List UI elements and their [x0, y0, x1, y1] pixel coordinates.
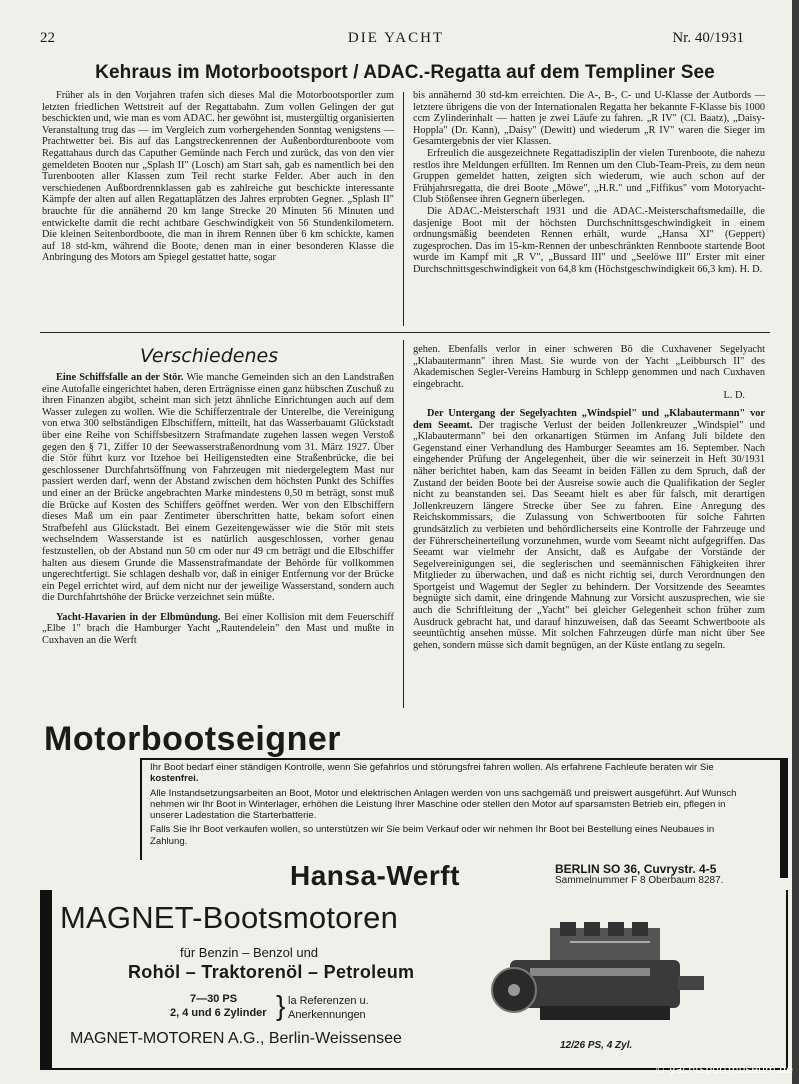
column-divider	[403, 92, 404, 326]
engine-manifold	[530, 968, 650, 976]
ad-headline: Motorbootseigner	[44, 720, 341, 758]
magazine-title: DIE YACHT	[347, 30, 445, 46]
news-item-text: Wie manche Gemeinden sich an den Landstraßen eine Autofalle eingerichtet haben, deren Erträgnisse einen ganz hübschen Zuschuß zu ihren Finanzen abgibt, scheint man sich jetzt ähnliche Einrichtungen auch auf dem Wasser zulegen zu wollen. Wie die Schifferzentrale der Unterelbe, die Vereinigung von etwa 300 selbständigen Elbschiffern, mitteilt, hat das Wasserbauamt Glückstadt über eine Reihe von Schiffsbesitzern Strafmandate zugehen lassen wegen Verstoß gegen den § 71, Ziffer 10 der Seewasserstraßenordnung vom 31. März 1927. Über die Stör führt kurz vor Itzehoe bei Heiligenstedten eine Straßenbrücke, die bei geschlossener Durchfahrtsöffnung von Fahrzeugen mit niedergelegtem Mast nur passiert werden darf, wenn der Abstand zwischen dem höchsten Punkt des Schiffes und einer an der Brücke angebrachten Marke mindestens 0,50 m beträgt, sonst muß die Brücke auf Kosten des Schiffers geöffnet werden. Wer von den Elbschiffern dieses Maß um ein paar Zentimeter überschritten hatte, bekam sofort einen Strafbefehl aus Glückstadt. Bei einem Gezeitengewässer wie die Stör mit stets wechselndem Wasserstande ist es natürlich ausgeschlossen, vorher genau festzustellen, ob der Abstand nun 50 cm oder nur 49 cm beträgt und die Elbschiffer halten aus diesem Grunde die Massenstrafmandate der Behörde für vollkommen ungerechtfertigt. Sie schlagen deshalb vor, daß in einiger Entfernung vor der Brücke ein Pegel errichtet wird, auf dem nicht nur der jeweilige Wasserstand, sondern auch die Durchfahrtshöhe der Brücke verzeichnet sein müßte.	[42, 372, 394, 604]
news-item-lead: Der Untergang der Segelyachten „Windspiel" und „Klabautermann" vor dem Seeamt.	[413, 407, 765, 431]
ad-frame-left	[40, 890, 52, 1070]
ad-fuel-line: für Benzin – Benzol und	[180, 945, 319, 960]
ad-paragraph	[150, 762, 752, 785]
ad-address-line: BERLIN SO 36, Cuvrystr. 4-5	[555, 862, 717, 876]
engine-illustration	[480, 918, 710, 1036]
ad-fuel-types: Rohöl – Traktorenöl – Petroleum	[128, 962, 415, 982]
article1-paragraph: Die ADAC.-Meisterschaft 1931 und die ADAC.-Meisterschaftsmedaille, die dasjenige Boot mit der höchsten Durchschnittsgeschwindigkeit in einem ordnungsmäßig beendeten Rennen erhält, wurde „Hansa XI" (Geppert) zugesprochen. Das im 15-km-Rennen der unbeschränkten Rennboote startende Boot wurde im Kampf mit „R V", „Bussard III" und „Seelöwe III" Erster mit einer Durchschnittsgeschwindigkeit von 64,8 km (Höchstgeschwindigkeit 66,3 km). H. D.	[413, 205, 765, 275]
news-item-text: Der tragische Verlust der beiden Jollenkreuzer „Windspiel" und „Klabautermann" bei den orkanartigen Stürmen im Anfang Juli bildete den Gegenstand einer Verhandlung des Hamburger Seeamtes am 16. September. Nach eingehender Prüfung der Angelegenheit, über die wir seinerzeit in Heft 30/1931 näher berichtet haben, kam das Seeamt in beiden Fällen zu dem Spruch, daß der Zustand der beiden Boote bei der Ausreise sowie auch die Qualifikation der Segler nicht zu beanstanden sei. Das Seeamt hielt es aber für falsch, mit derartigen Jollenkreuzern längere Strecke über See zu fahren. Eine Anregung des Reichskommissars, die Zulassung von Schwertbooten für solche Fahrten grundsätzlich zu verbieten und behördlicherseits eine Kontrolle der Fahrzeuge und der Führerscheinerteilung vorzunehmen, wurde vom Seeamt nicht aufgegriffen. Das Seeamt war vielmehr der Ansicht, daß es Aufgabe der Vorstände der Segelvereinigungen sei, die seglerischen und seemännischen Fähigkeiten ihrer Mitglieder zu überwachen, und daß es nicht richtig sei, durch Verordnungen den Sportgeist und Wagemut der Segler zu behindern. Der Vorsitzende des Seeamtes begnügte sich damit, eine dringende Mahnung zur Vorsicht auszusprechen, wie sie auch die Schriftleitung der „Yacht" bei gleicher Gelegenheit schon früher zum Ausdruck gebracht hat, und darauf hinzuweisen, daß das Seeamt Schwertboote als seeuntüchtig ansehen müsse. Mit solchen Fahrzeugen dürfe man nicht über See gehen, sondern müsse sich damit begnügen, an der Küste entlang zu segeln.	[413, 419, 765, 651]
ad-address-line: Sammelnummer F 8 Oberbaum 8287.	[555, 875, 724, 886]
ad-cylinders: 2, 4 und 6 Zylinder	[170, 1007, 267, 1019]
article2-left-column	[42, 372, 394, 647]
article2-right-column	[413, 344, 765, 651]
hansa-werft-advertisement	[40, 718, 788, 890]
article1-right-column	[413, 90, 765, 276]
article1-paragraph: Erfreulich die ausgezeichnete Regattadisziplin der vielen Turenboote, die nahezu restlos ihre Meldungen erfüllten. Im Rennen um den Club-Team-Preis, zu dem neun Gruppen gemeldet hatten, zeigten sich wiederum, wie auch schon auf der Frühjahrsregatta, die drei Boote „Möwe", „H.R." und „Fiffikus" vom Motoryacht-Club Stößensee ihren Gegnern überlegen.	[413, 147, 765, 206]
ad-frame-right	[780, 758, 788, 878]
news-item-text: Bei einer Kollision mit dem Feuerschiff „Elbe 1" brach die Hamburger Yacht „Rautendelein" den Mast und mußte in Cuxhaven an die Werft	[42, 611, 394, 647]
article1-paragraph: bis annähernd 30 std-km erreichten. Die A-, B-, C- und U-Klasse der Autbords — letztere übrigens die von der Internationalen Regatta her bekannte F-Klasse bis 1000 ccm Zylinderinhalt — hatten je zwei Läufe zu fahren. „R IV" (Cl. Baatz), „Daisy-Hoppla" (Dr. Kann), „Daisy" (Dewitt) und wiederum „R IV" waren die Sieger im Gesamtergebnis der vier Klassen.	[413, 90, 765, 148]
engine-cylinder	[584, 922, 600, 936]
news-item	[413, 408, 765, 651]
section-rule	[40, 332, 770, 333]
author-signature: L. D.	[723, 390, 745, 402]
ad-paragraph: Falls Sie Ihr Boot verkaufen wollen, so unterstützen wir Sie beim Verkauf oder wir nehmen Ihr Boot bei Bestellung eines Neubaues in Zahlung.	[150, 824, 715, 847]
ad-paragraph: Alle Instandsetzungsarbeiten an Boot, Motor und elektrischen Anlagen werden von uns sachgemäß und preiswert ausgeführt. Auf Wunsch nehmen wir Ihr Boot in Winterlager, erhöhen die Leistung Ihrer Maschine oder stellen den Motor auf sparsamsten Betrieb ein, pflegen in unserer Ladestation die Starterbatterie.	[150, 787, 737, 822]
ad-firm-name: MAGNET-MOTOREN A.G., Berlin-Weissensee	[70, 1030, 402, 1047]
ad-address	[555, 863, 723, 887]
ad-body	[140, 758, 760, 860]
page-number: 22	[40, 30, 55, 46]
news-item-lead: Yacht-Havarien in der Elbmündung.	[56, 611, 221, 623]
engine-base	[540, 1006, 670, 1020]
scan-edge	[792, 0, 799, 1084]
ad-text-bold: kostenfrei.	[150, 773, 199, 785]
engine-cylinder	[632, 922, 648, 936]
engine-shaft	[678, 976, 704, 990]
engine-cylinder	[560, 922, 576, 936]
watermark: © yachtsportmuseum.de	[654, 1063, 793, 1076]
ad-text: Ihr Boot bedarf einer ständigen Kontrolle, wenn Sie gefahrlos und störungsfrei fahren wollen. Als erfahrene Fachleute beraten wir Sie	[150, 762, 714, 773]
news-item-text: gehen. Ebenfalls verlor in einer schweren Bö die Cuxhavener Segelyacht „Klabautermann" ihren Mast. Sie wurde von der Yacht „Leibbursch II" des Akademischen Segler-Vereins Hamburg in Schlepp genommen und nach Cuxhaven eingebracht.	[413, 344, 765, 390]
ad-power-range: 7—30 PS	[190, 993, 238, 1005]
ad-headline: MAGNET-Bootsmotoren	[60, 900, 399, 935]
engine-cylinder	[608, 922, 624, 936]
news-item	[42, 372, 394, 604]
article1-left-column	[42, 90, 394, 264]
issue-number: Nr. 40/1931	[672, 30, 744, 46]
brace-glyph: }	[276, 990, 286, 1021]
ad-references: Anerkennungen	[288, 1009, 366, 1021]
section-title: Verschiedenes	[140, 345, 279, 367]
column-divider	[403, 340, 404, 708]
engine-caption: 12/26 PS, 4 Zyl.	[560, 1040, 633, 1051]
news-item	[42, 612, 394, 647]
article1-paragraph: Früher als in den Vorjahren trafen sich dieses Mal die Motorbootsportler zum letzten friedlichen Wettstreit auf der Regattabahn. Zum vollen Gelingen der gut beschickten und, wie man es vom ADAC. her gewöhnt ist, mustergültig organisierten Veranstaltung trug das — im Vergleich zum vorhergehenden Sonntag wenigstens — Prachtwetter bei. Bis auf das Langstreckenrennen der Außenbordturenboote vom Regattahaus durch das Caputher Gemünde nach Ferch und zurück, das von den vier gemeldeten Booten nur „Splash II" (Losch) am Start sah, gab es namentlich bei den Turenbooten aller Klassen zum Teil recht starke Felder. Aber auch in den verschiedenen Außbordrennklassen gab es zahlreiche gut beschickte interessante Kämpfe der alten auf allen Regattaplätzen des Jahres erprobten Gegner. „Splash II" brauchte für die annähernd 20 km lange Strecke 20 Minuten 56 Minuten und entwickelte damit die recht achtbare Geschwindigkeit von 56 Stundenkilometern. Die kleinen Seitenbordboote, die man in ihrem Rennen über 6 km schickte, kamen auf 18 std-km, während die Boote, denen man in einer besonderen Klasse die Anbringung des Motors am Spiegel gestattet hatte, sogar	[42, 90, 394, 264]
article-headline: Kehraus im Motorbootsport / ADAC.-Regatta auf dem Templiner See	[95, 62, 715, 83]
ad-references: la Referenzen u.	[288, 995, 369, 1007]
engine-hub	[508, 984, 520, 996]
ad-firm-name: Hansa-Werft	[290, 860, 460, 891]
news-item-lead: Eine Schiffsfalle an der Stör.	[56, 372, 184, 383]
